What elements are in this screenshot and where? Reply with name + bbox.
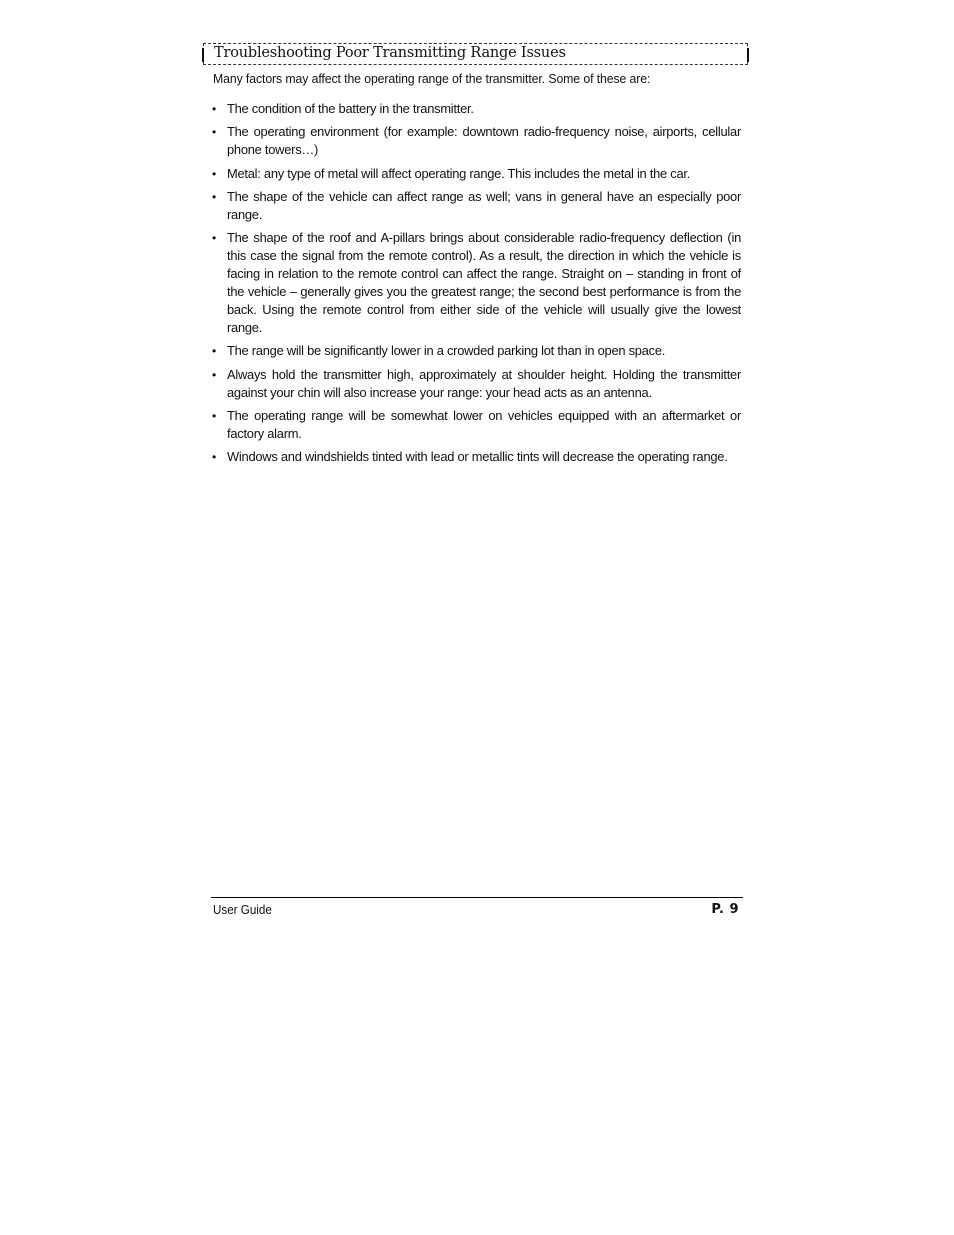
- bullet-icon: •: [212, 409, 216, 424]
- bullet-icon: •: [212, 231, 216, 246]
- factor-list: [212, 100, 741, 472]
- bullet-icon: •: [212, 125, 216, 140]
- footer-doc-title: User Guide: [213, 903, 272, 917]
- bullet-icon: •: [212, 102, 216, 116]
- section-heading: Troubleshooting Poor Transmitting Range Issues: [214, 45, 566, 61]
- list-item: • The operating environment (for example: downtown radio-frequency noise, airports, cellular phone towers…): [212, 124, 741, 158]
- list-item: • The shape of the roof and A-pillars brings about considerable radio-frequency deflection (in this case the signal from the remote control). As a result, the direction in which the vehicle is facing in relation to the remote control can affect the range. Straight on – standing in front of the vehicle – generally gives you the greatest range; the second best performance is from the back. Using the remote control from either side of the vehicle will usually give the lowest range.: [212, 230, 741, 336]
- footer-divider: [211, 897, 743, 898]
- page-number: P. 9: [711, 902, 739, 917]
- bullet-icon: •: [212, 189, 216, 204]
- bullet-icon: •: [212, 166, 216, 181]
- list-item: • The range will be significantly lower in a crowded parking lot than in open space.: [212, 343, 666, 359]
- list-item: • Metal: any type of metal will affect operating range. This includes the metal in the car.: [212, 165, 691, 181]
- list-item: • Always hold the transmitter high, approximately at shoulder height. Holding the transmitter against your chin will also increase your range: your head acts as an antenna.: [212, 366, 741, 400]
- bullet-icon: •: [212, 344, 216, 359]
- bullet-icon: •: [212, 367, 216, 382]
- list-item: • Windows and windshields tinted with lead or metallic tints will decrease the operating range.: [212, 449, 728, 465]
- intro-paragraph: Many factors may affect the operating range of the transmitter. Some of these are:: [213, 71, 651, 86]
- bullet-icon: •: [212, 450, 216, 465]
- list-item: • The operating range will be somewhat lower on vehicles equipped with an aftermarket or factory alarm.: [212, 408, 741, 442]
- section-heading-box: [203, 43, 748, 65]
- list-item: • The shape of the vehicle can affect range as well; vans in general have an especially poor range.: [212, 188, 741, 222]
- list-item: • The condition of the battery in the transmitter.: [212, 101, 474, 116]
